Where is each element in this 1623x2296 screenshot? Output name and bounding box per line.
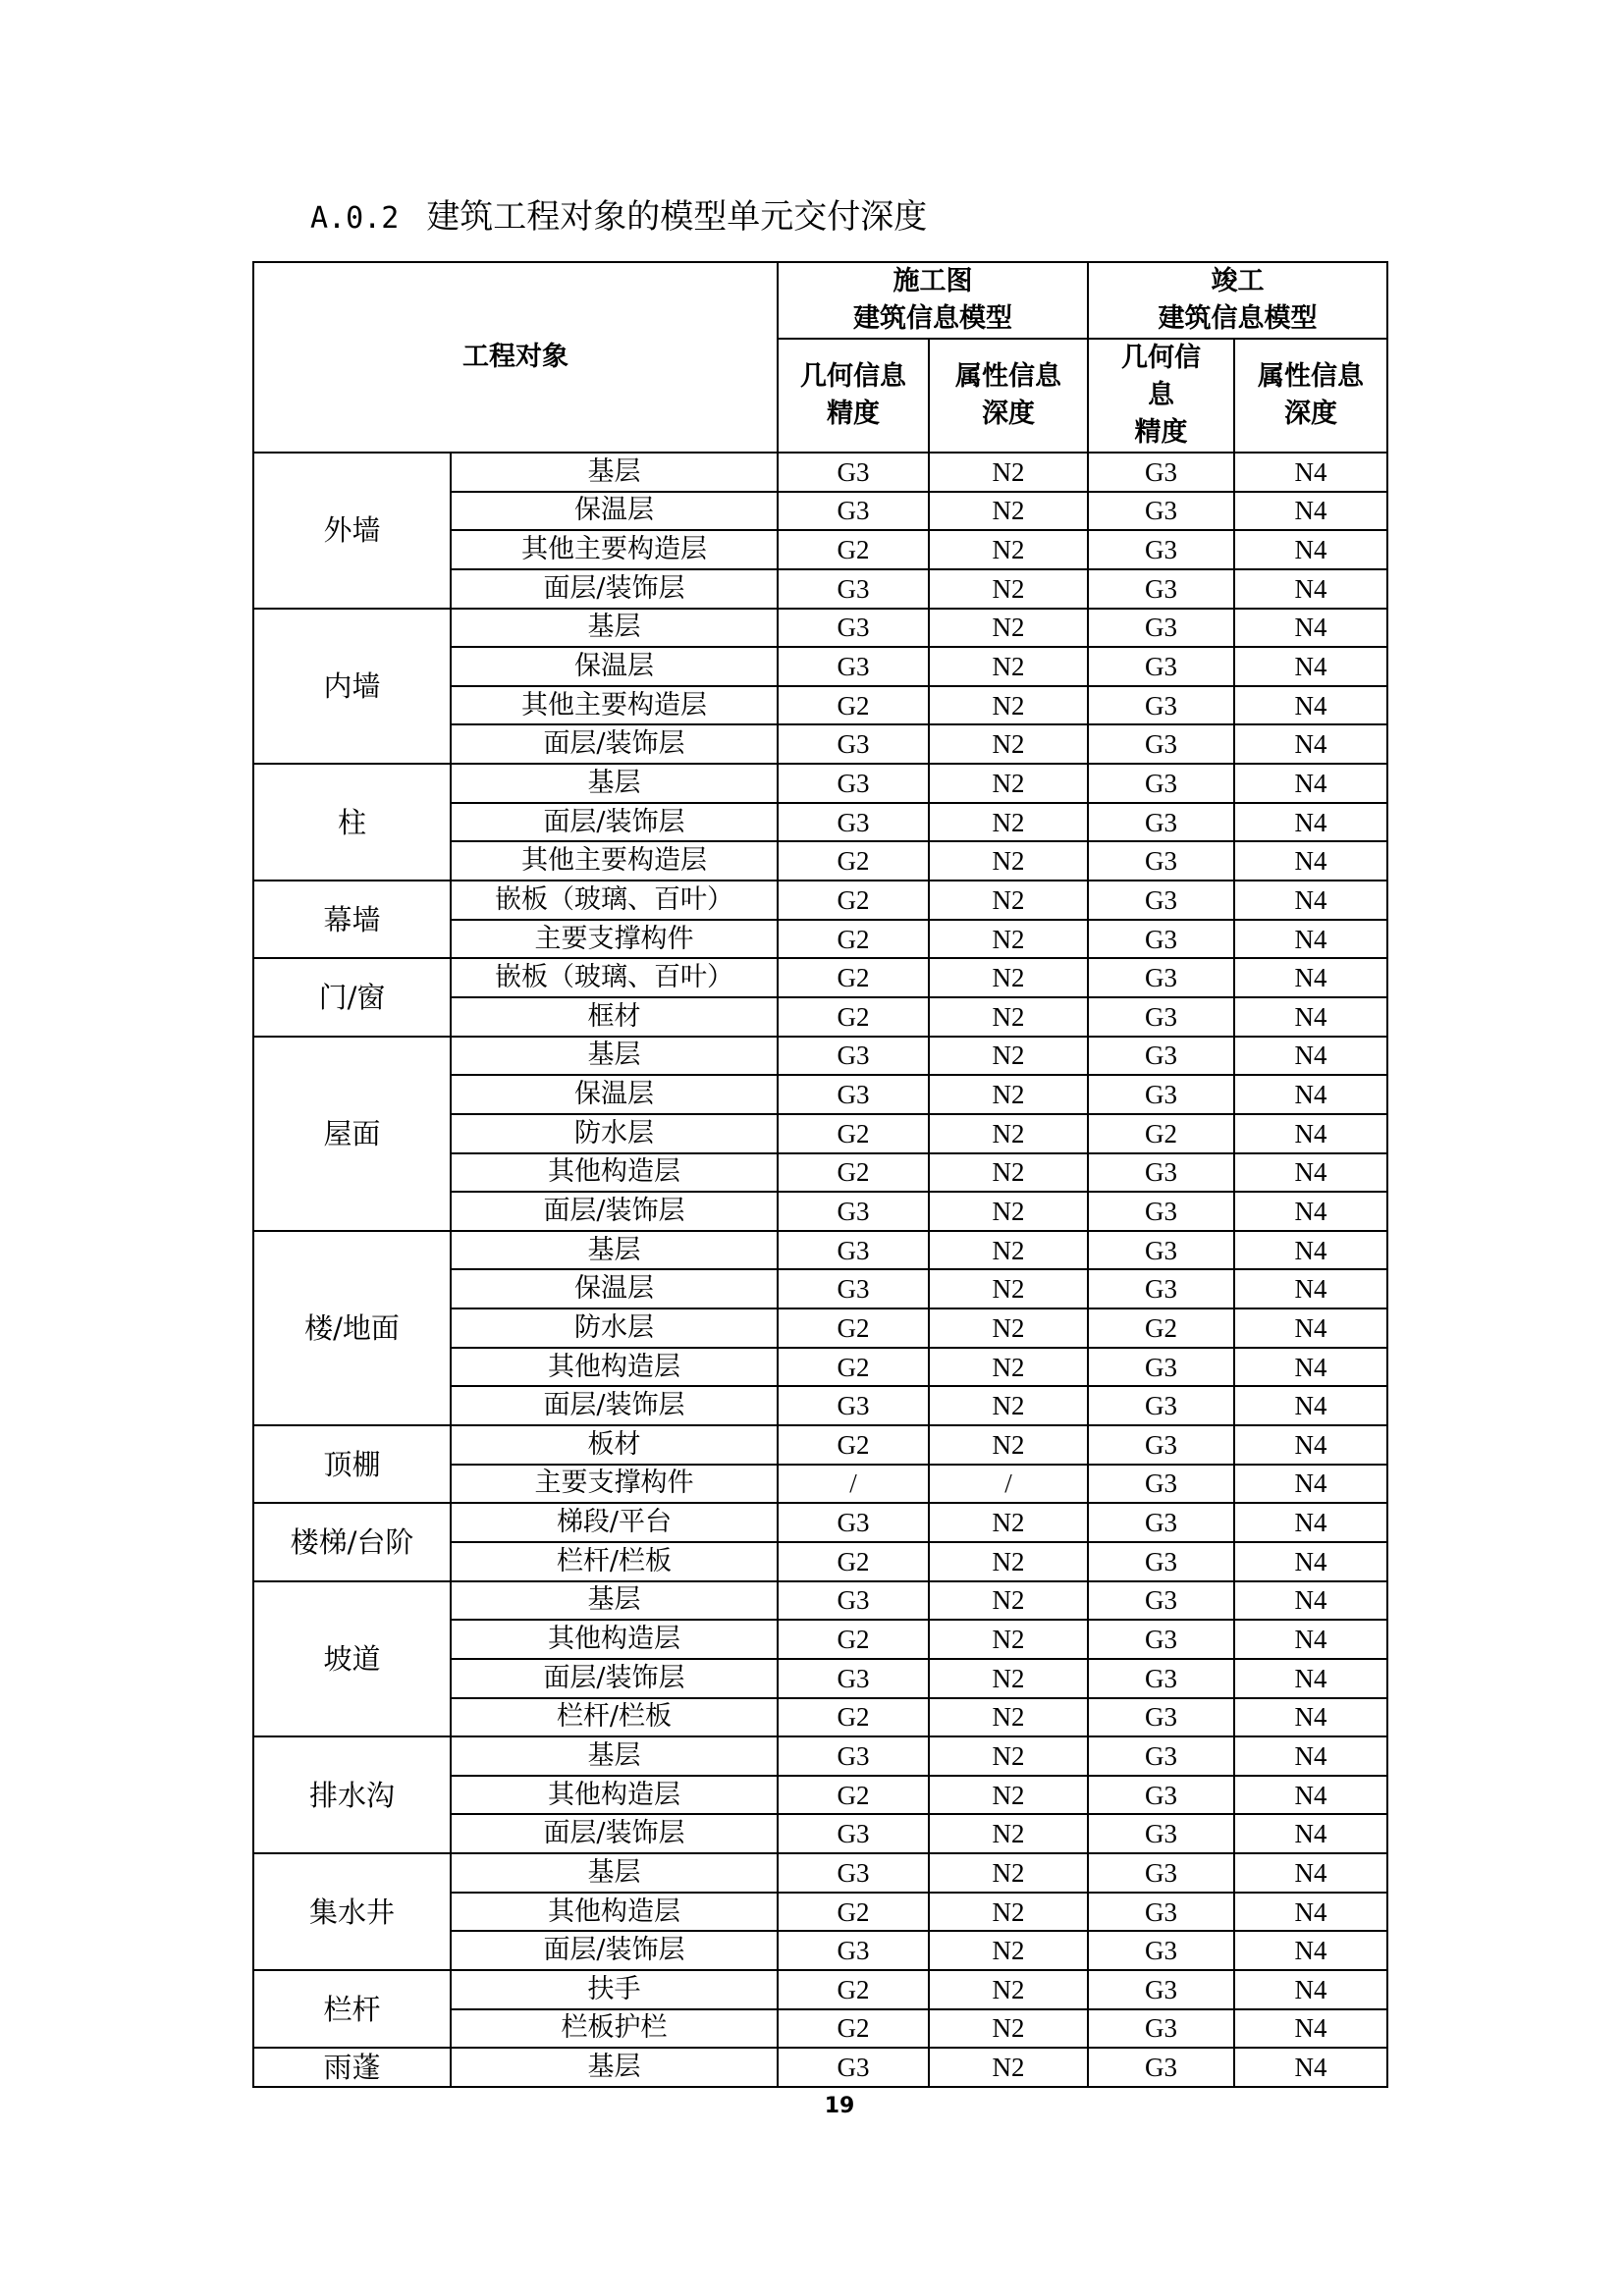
completion-attr-line2: 深度 bbox=[1284, 399, 1337, 429]
sub-item-name: 面层/装饰层 bbox=[451, 1386, 778, 1425]
object-group-name: 外墙 bbox=[253, 453, 451, 609]
geo-precision-cell: G2 bbox=[778, 997, 929, 1037]
sub-item-name: 基层 bbox=[451, 1853, 778, 1893]
geo-precision-cell: G3 bbox=[778, 1853, 929, 1893]
completion-geo-precision-cell: G3 bbox=[1088, 1465, 1234, 1504]
completion-geo-precision-cell: G3 bbox=[1088, 1425, 1234, 1465]
attr-depth-cell: N2 bbox=[929, 1776, 1088, 1815]
sub-item-name: 扶手 bbox=[451, 1970, 778, 2009]
attr-depth-cell: N2 bbox=[929, 1503, 1088, 1542]
completion-geo-precision-cell: G2 bbox=[1088, 1114, 1234, 1153]
sub-item-name: 其他主要构造层 bbox=[451, 841, 778, 881]
attr-depth-header bbox=[929, 339, 1088, 453]
geo-precision-cell: G2 bbox=[778, 1348, 929, 1387]
sub-item-name: 保温层 bbox=[451, 647, 778, 686]
completion-geo-precision-cell: G3 bbox=[1088, 920, 1234, 959]
completion-attr-depth-header bbox=[1234, 339, 1387, 453]
sub-item-name: 其他主要构造层 bbox=[451, 530, 778, 569]
delivery-depth-table bbox=[252, 261, 1388, 2088]
geo-precision-cell: G3 bbox=[778, 1659, 929, 1698]
table-row bbox=[253, 1581, 1387, 1621]
completion-attr-depth-cell: N4 bbox=[1234, 530, 1387, 569]
completion-geo-precision-cell: G3 bbox=[1088, 1620, 1234, 1659]
sub-item-name: 基层 bbox=[451, 1231, 778, 1270]
table-row bbox=[253, 1231, 1387, 1270]
completion-geo-precision-cell: G3 bbox=[1088, 724, 1234, 764]
sub-item-name: 基层 bbox=[451, 1736, 778, 1776]
sub-item-name: 面层/装饰层 bbox=[451, 803, 778, 842]
geo-precision-cell: G2 bbox=[778, 1542, 929, 1581]
completion-attr-depth-cell: N4 bbox=[1234, 1269, 1387, 1308]
completion-geo-precision-cell: G3 bbox=[1088, 1931, 1234, 1970]
attr-depth-cell: N2 bbox=[929, 1581, 1088, 1621]
completion-attr-depth-cell: N4 bbox=[1234, 2009, 1387, 2049]
geo-precision-cell: G2 bbox=[778, 1153, 929, 1193]
attr-depth-cell: N2 bbox=[929, 1542, 1088, 1581]
completion-geo-precision-cell: G2 bbox=[1088, 1308, 1234, 1348]
object-group-name: 门/窗 bbox=[253, 958, 451, 1036]
section-title-text: 建筑工程对象的模型单元交付深度 bbox=[426, 197, 928, 237]
completion-attr-depth-cell: N4 bbox=[1234, 1114, 1387, 1153]
sub-item-name: 主要支撑构件 bbox=[451, 1465, 778, 1504]
attr-depth-cell: N2 bbox=[929, 1970, 1088, 2009]
attr-depth-cell: N2 bbox=[929, 1153, 1088, 1193]
geo-precision-cell: G3 bbox=[778, 1736, 929, 1776]
completion-geo-precision-cell: G3 bbox=[1088, 1659, 1234, 1698]
table-row bbox=[253, 1503, 1387, 1542]
geo-precision-cell: G2 bbox=[778, 1970, 929, 2009]
completion-geo-line2: 息 bbox=[1148, 380, 1174, 410]
completion-attr-depth-cell: N4 bbox=[1234, 1503, 1387, 1542]
sub-item-name: 防水层 bbox=[451, 1114, 778, 1153]
completion-attr-depth-cell: N4 bbox=[1234, 1231, 1387, 1270]
sub-item-name: 梯段/平台 bbox=[451, 1503, 778, 1542]
header-row-1 bbox=[253, 262, 1387, 339]
completion-geo-precision-cell: G3 bbox=[1088, 1503, 1234, 1542]
attr-depth-cell: N2 bbox=[929, 724, 1088, 764]
attr-depth-cell: N2 bbox=[929, 1269, 1088, 1308]
completion-geo-precision-cell: G3 bbox=[1088, 492, 1234, 531]
completion-attr-depth-cell: N4 bbox=[1234, 647, 1387, 686]
completion-geo-precision-cell: G3 bbox=[1088, 1736, 1234, 1776]
geo-precision-cell: G3 bbox=[778, 1075, 929, 1114]
sub-item-name: 其他构造层 bbox=[451, 1620, 778, 1659]
geo-precision-cell: G2 bbox=[778, 1776, 929, 1815]
object-group-name: 幕墙 bbox=[253, 881, 451, 958]
completion-geo-precision-cell: G3 bbox=[1088, 686, 1234, 725]
geo-precision-line1: 几何信息 bbox=[800, 361, 906, 392]
sub-item-name: 栏板护栏 bbox=[451, 2009, 778, 2049]
object-group-name: 楼梯/台阶 bbox=[253, 1503, 451, 1580]
sub-item-name: 基层 bbox=[451, 1037, 778, 1076]
sub-item-name: 框材 bbox=[451, 997, 778, 1037]
object-group-name: 内墙 bbox=[253, 609, 451, 765]
completion-geo-precision-cell: G3 bbox=[1088, 841, 1234, 881]
completion-geo-precision-header bbox=[1088, 339, 1234, 453]
geo-precision-cell: / bbox=[778, 1465, 929, 1504]
attr-depth-cell: N2 bbox=[929, 569, 1088, 609]
completion-attr-depth-cell: N4 bbox=[1234, 569, 1387, 609]
completion-attr-depth-cell: N4 bbox=[1234, 724, 1387, 764]
sub-item-name: 其他构造层 bbox=[451, 1893, 778, 1932]
section-number: A.0.2 bbox=[310, 201, 400, 236]
completion-geo-precision-cell: G3 bbox=[1088, 1581, 1234, 1621]
completion-geo-precision-cell: G3 bbox=[1088, 569, 1234, 609]
construction-model-header bbox=[778, 262, 1088, 339]
completion-attr-depth-cell: N4 bbox=[1234, 609, 1387, 648]
completion-attr-depth-cell: N4 bbox=[1234, 1425, 1387, 1465]
table-row bbox=[253, 1970, 1387, 2009]
object-group-name: 集水井 bbox=[253, 1853, 451, 1970]
completion-attr-depth-cell: N4 bbox=[1234, 1153, 1387, 1193]
geo-precision-cell: G3 bbox=[778, 609, 929, 648]
sub-item-name: 面层/装饰层 bbox=[451, 1814, 778, 1853]
sub-item-name: 面层/装饰层 bbox=[451, 724, 778, 764]
object-group-name: 楼/地面 bbox=[253, 1231, 451, 1425]
completion-geo-precision-cell: G3 bbox=[1088, 530, 1234, 569]
construction-header-line1: 施工图 bbox=[893, 266, 973, 296]
completion-geo-precision-cell: G3 bbox=[1088, 609, 1234, 648]
geo-precision-cell: G3 bbox=[778, 1386, 929, 1425]
completion-attr-depth-cell: N4 bbox=[1234, 1736, 1387, 1776]
completion-geo-precision-cell: G3 bbox=[1088, 1386, 1234, 1425]
completion-geo-precision-cell: G3 bbox=[1088, 1231, 1234, 1270]
completion-geo-precision-cell: G3 bbox=[1088, 647, 1234, 686]
attr-depth-cell: N2 bbox=[929, 803, 1088, 842]
completion-attr-depth-cell: N4 bbox=[1234, 764, 1387, 803]
sub-item-name: 其他构造层 bbox=[451, 1776, 778, 1815]
completion-geo-precision-cell: G3 bbox=[1088, 997, 1234, 1037]
attr-depth-cell: N2 bbox=[929, 1348, 1088, 1387]
object-group-name: 坡道 bbox=[253, 1581, 451, 1737]
attr-depth-cell: N2 bbox=[929, 920, 1088, 959]
completion-attr-depth-cell: N4 bbox=[1234, 1853, 1387, 1893]
sub-item-name: 面层/装饰层 bbox=[451, 1931, 778, 1970]
completion-attr-depth-cell: N4 bbox=[1234, 686, 1387, 725]
sub-item-name: 基层 bbox=[451, 764, 778, 803]
attr-depth-cell: N2 bbox=[929, 2048, 1088, 2087]
sub-item-name: 嵌板（玻璃、百叶） bbox=[451, 881, 778, 920]
sub-item-name: 面层/装饰层 bbox=[451, 1192, 778, 1231]
completion-attr-depth-cell: N4 bbox=[1234, 1348, 1387, 1387]
attr-depth-cell: N2 bbox=[929, 1231, 1088, 1270]
completion-attr-depth-cell: N4 bbox=[1234, 803, 1387, 842]
completion-geo-precision-cell: G3 bbox=[1088, 1269, 1234, 1308]
geo-precision-line2: 精度 bbox=[827, 399, 880, 429]
sub-item-name: 基层 bbox=[451, 453, 778, 492]
completion-attr-depth-cell: N4 bbox=[1234, 1814, 1387, 1853]
table-row bbox=[253, 958, 1387, 997]
attr-depth-cell: N2 bbox=[929, 1736, 1088, 1776]
attr-depth-cell: N2 bbox=[929, 1931, 1088, 1970]
completion-geo-precision-cell: G3 bbox=[1088, 1814, 1234, 1853]
geo-precision-cell: G3 bbox=[778, 1231, 929, 1270]
completion-attr-depth-cell: N4 bbox=[1234, 1893, 1387, 1932]
attr-depth-cell: N2 bbox=[929, 1114, 1088, 1153]
table-row bbox=[253, 1736, 1387, 1776]
completion-attr-depth-cell: N4 bbox=[1234, 1542, 1387, 1581]
completion-geo-line3: 精度 bbox=[1134, 417, 1188, 448]
completion-geo-precision-cell: G3 bbox=[1088, 453, 1234, 492]
geo-precision-cell: G2 bbox=[778, 686, 929, 725]
geo-precision-cell: G2 bbox=[778, 2009, 929, 2049]
geo-precision-cell: G2 bbox=[778, 1308, 929, 1348]
construction-header-line2: 建筑信息模型 bbox=[853, 303, 1012, 334]
completion-geo-precision-cell: G3 bbox=[1088, 1192, 1234, 1231]
completion-geo-precision-cell: G3 bbox=[1088, 2048, 1234, 2087]
object-group-name: 屋面 bbox=[253, 1037, 451, 1231]
table-row bbox=[253, 881, 1387, 920]
geo-precision-cell: G3 bbox=[778, 764, 929, 803]
attr-depth-cell: N2 bbox=[929, 492, 1088, 531]
object-group-name: 排水沟 bbox=[253, 1736, 451, 1853]
attr-depth-cell: N2 bbox=[929, 1853, 1088, 1893]
completion-attr-depth-cell: N4 bbox=[1234, 1037, 1387, 1076]
sub-item-name: 保温层 bbox=[451, 1269, 778, 1308]
completion-attr-depth-cell: N4 bbox=[1234, 1698, 1387, 1737]
sub-item-name: 主要支撑构件 bbox=[451, 920, 778, 959]
table-body bbox=[253, 453, 1387, 2087]
geo-precision-cell: G3 bbox=[778, 1931, 929, 1970]
attr-depth-cell: N2 bbox=[929, 1308, 1088, 1348]
object-header: 工程对象 bbox=[253, 262, 778, 453]
completion-attr-depth-cell: N4 bbox=[1234, 453, 1387, 492]
attr-depth-cell: N2 bbox=[929, 1659, 1088, 1698]
geo-precision-cell: G2 bbox=[778, 1114, 929, 1153]
completion-attr-depth-cell: N4 bbox=[1234, 1776, 1387, 1815]
completion-geo-precision-cell: G3 bbox=[1088, 1893, 1234, 1932]
geo-precision-cell: G3 bbox=[778, 647, 929, 686]
attr-depth-line2: 深度 bbox=[982, 399, 1035, 429]
completion-geo-precision-cell: G3 bbox=[1088, 958, 1234, 997]
geo-precision-cell: G3 bbox=[778, 1581, 929, 1621]
completion-attr-depth-cell: N4 bbox=[1234, 958, 1387, 997]
completion-attr-depth-cell: N4 bbox=[1234, 1970, 1387, 2009]
completion-attr-depth-cell: N4 bbox=[1234, 492, 1387, 531]
geo-precision-cell: G2 bbox=[778, 958, 929, 997]
geo-precision-cell: G3 bbox=[778, 492, 929, 531]
attr-depth-cell: N2 bbox=[929, 841, 1088, 881]
completion-header-line2: 建筑信息模型 bbox=[1158, 303, 1318, 334]
completion-geo-precision-cell: G3 bbox=[1088, 2009, 1234, 2049]
sub-item-name: 面层/装饰层 bbox=[451, 1659, 778, 1698]
sub-item-name: 保温层 bbox=[451, 1075, 778, 1114]
completion-geo-precision-cell: G3 bbox=[1088, 1037, 1234, 1076]
sub-item-name: 其他构造层 bbox=[451, 1153, 778, 1193]
geo-precision-cell: G2 bbox=[778, 841, 929, 881]
completion-geo-precision-cell: G3 bbox=[1088, 1970, 1234, 2009]
sub-item-name: 板材 bbox=[451, 1425, 778, 1465]
attr-depth-cell: N2 bbox=[929, 686, 1088, 725]
geo-precision-cell: G3 bbox=[778, 569, 929, 609]
table-row bbox=[253, 764, 1387, 803]
geo-precision-cell: G2 bbox=[778, 1698, 929, 1737]
attr-depth-cell: N2 bbox=[929, 997, 1088, 1037]
completion-geo-precision-cell: G3 bbox=[1088, 1075, 1234, 1114]
completion-attr-depth-cell: N4 bbox=[1234, 1192, 1387, 1231]
attr-depth-cell: N2 bbox=[929, 958, 1088, 997]
completion-geo-precision-cell: G3 bbox=[1088, 1153, 1234, 1193]
table-row bbox=[253, 1037, 1387, 1076]
geo-precision-cell: G3 bbox=[778, 1037, 929, 1076]
completion-geo-precision-cell: G3 bbox=[1088, 1776, 1234, 1815]
sub-item-name: 面层/装饰层 bbox=[451, 569, 778, 609]
geo-precision-cell: G3 bbox=[778, 1192, 929, 1231]
attr-depth-cell: N2 bbox=[929, 1620, 1088, 1659]
attr-depth-cell: N2 bbox=[929, 609, 1088, 648]
attr-depth-cell: / bbox=[929, 1465, 1088, 1504]
attr-depth-cell: N2 bbox=[929, 1075, 1088, 1114]
object-group-name: 柱 bbox=[253, 764, 451, 881]
completion-geo-precision-cell: G3 bbox=[1088, 1853, 1234, 1893]
attr-depth-cell: N2 bbox=[929, 1386, 1088, 1425]
page-number: 19 bbox=[824, 2094, 855, 2118]
attr-depth-cell: N2 bbox=[929, 881, 1088, 920]
completion-model-header bbox=[1088, 262, 1387, 339]
attr-depth-cell: N2 bbox=[929, 1698, 1088, 1737]
completion-attr-depth-cell: N4 bbox=[1234, 1931, 1387, 1970]
table-row bbox=[253, 453, 1387, 492]
attr-depth-cell: N2 bbox=[929, 1893, 1088, 1932]
object-group-name: 顶棚 bbox=[253, 1425, 451, 1503]
completion-attr-depth-cell: N4 bbox=[1234, 1581, 1387, 1621]
sub-item-name: 基层 bbox=[451, 1581, 778, 1621]
table-row bbox=[253, 1853, 1387, 1893]
attr-depth-cell: N2 bbox=[929, 1037, 1088, 1076]
geo-precision-cell: G3 bbox=[778, 453, 929, 492]
completion-geo-precision-cell: G3 bbox=[1088, 881, 1234, 920]
sub-item-name: 防水层 bbox=[451, 1308, 778, 1348]
attr-depth-cell: N2 bbox=[929, 1192, 1088, 1231]
completion-attr-depth-cell: N4 bbox=[1234, 1465, 1387, 1504]
attr-depth-cell: N2 bbox=[929, 2009, 1088, 2049]
geo-precision-cell: G3 bbox=[778, 1814, 929, 1853]
completion-attr-depth-cell: N4 bbox=[1234, 881, 1387, 920]
sub-item-name: 栏杆/栏板 bbox=[451, 1542, 778, 1581]
geo-precision-header bbox=[778, 339, 929, 453]
geo-precision-cell: G3 bbox=[778, 1503, 929, 1542]
sub-item-name: 基层 bbox=[451, 609, 778, 648]
completion-geo-precision-cell: G3 bbox=[1088, 1542, 1234, 1581]
section-title bbox=[310, 192, 927, 243]
geo-precision-cell: G3 bbox=[778, 1269, 929, 1308]
table-row bbox=[253, 1425, 1387, 1465]
geo-precision-cell: G2 bbox=[778, 1893, 929, 1932]
table-row bbox=[253, 609, 1387, 648]
completion-attr-depth-cell: N4 bbox=[1234, 1620, 1387, 1659]
completion-geo-line1: 几何信 bbox=[1121, 343, 1201, 373]
sub-item-name: 基层 bbox=[451, 2048, 778, 2087]
completion-attr-depth-cell: N4 bbox=[1234, 2048, 1387, 2087]
attr-depth-cell: N2 bbox=[929, 647, 1088, 686]
geo-precision-cell: G2 bbox=[778, 881, 929, 920]
object-group-name: 栏杆 bbox=[253, 1970, 451, 2048]
geo-precision-cell: G2 bbox=[778, 1425, 929, 1465]
geo-precision-cell: G2 bbox=[778, 920, 929, 959]
geo-precision-cell: G2 bbox=[778, 1620, 929, 1659]
sub-item-name: 其他构造层 bbox=[451, 1348, 778, 1387]
completion-attr-depth-cell: N4 bbox=[1234, 841, 1387, 881]
geo-precision-cell: G3 bbox=[778, 2048, 929, 2087]
attr-depth-cell: N2 bbox=[929, 1425, 1088, 1465]
completion-header-line1: 竣工 bbox=[1211, 266, 1265, 296]
geo-precision-cell: G2 bbox=[778, 530, 929, 569]
completion-attr-depth-cell: N4 bbox=[1234, 920, 1387, 959]
attr-depth-cell: N2 bbox=[929, 764, 1088, 803]
sub-item-name: 嵌板（玻璃、百叶） bbox=[451, 958, 778, 997]
attr-depth-cell: N2 bbox=[929, 530, 1088, 569]
completion-attr-depth-cell: N4 bbox=[1234, 1386, 1387, 1425]
completion-geo-precision-cell: G3 bbox=[1088, 764, 1234, 803]
completion-attr-depth-cell: N4 bbox=[1234, 997, 1387, 1037]
table-row bbox=[253, 2048, 1387, 2087]
completion-attr-depth-cell: N4 bbox=[1234, 1659, 1387, 1698]
completion-attr-depth-cell: N4 bbox=[1234, 1075, 1387, 1114]
attr-depth-cell: N2 bbox=[929, 453, 1088, 492]
sub-item-name: 其他主要构造层 bbox=[451, 686, 778, 725]
completion-geo-precision-cell: G3 bbox=[1088, 803, 1234, 842]
completion-attr-depth-cell: N4 bbox=[1234, 1308, 1387, 1348]
completion-geo-precision-cell: G3 bbox=[1088, 1698, 1234, 1737]
geo-precision-cell: G3 bbox=[778, 803, 929, 842]
geo-precision-cell: G3 bbox=[778, 724, 929, 764]
attr-depth-cell: N2 bbox=[929, 1814, 1088, 1853]
completion-attr-line1: 属性信息 bbox=[1258, 361, 1364, 392]
sub-item-name: 保温层 bbox=[451, 492, 778, 531]
object-group-name: 雨蓬 bbox=[253, 2048, 451, 2087]
completion-geo-precision-cell: G3 bbox=[1088, 1348, 1234, 1387]
attr-depth-line1: 属性信息 bbox=[955, 361, 1061, 392]
sub-item-name: 栏杆/栏板 bbox=[451, 1698, 778, 1737]
